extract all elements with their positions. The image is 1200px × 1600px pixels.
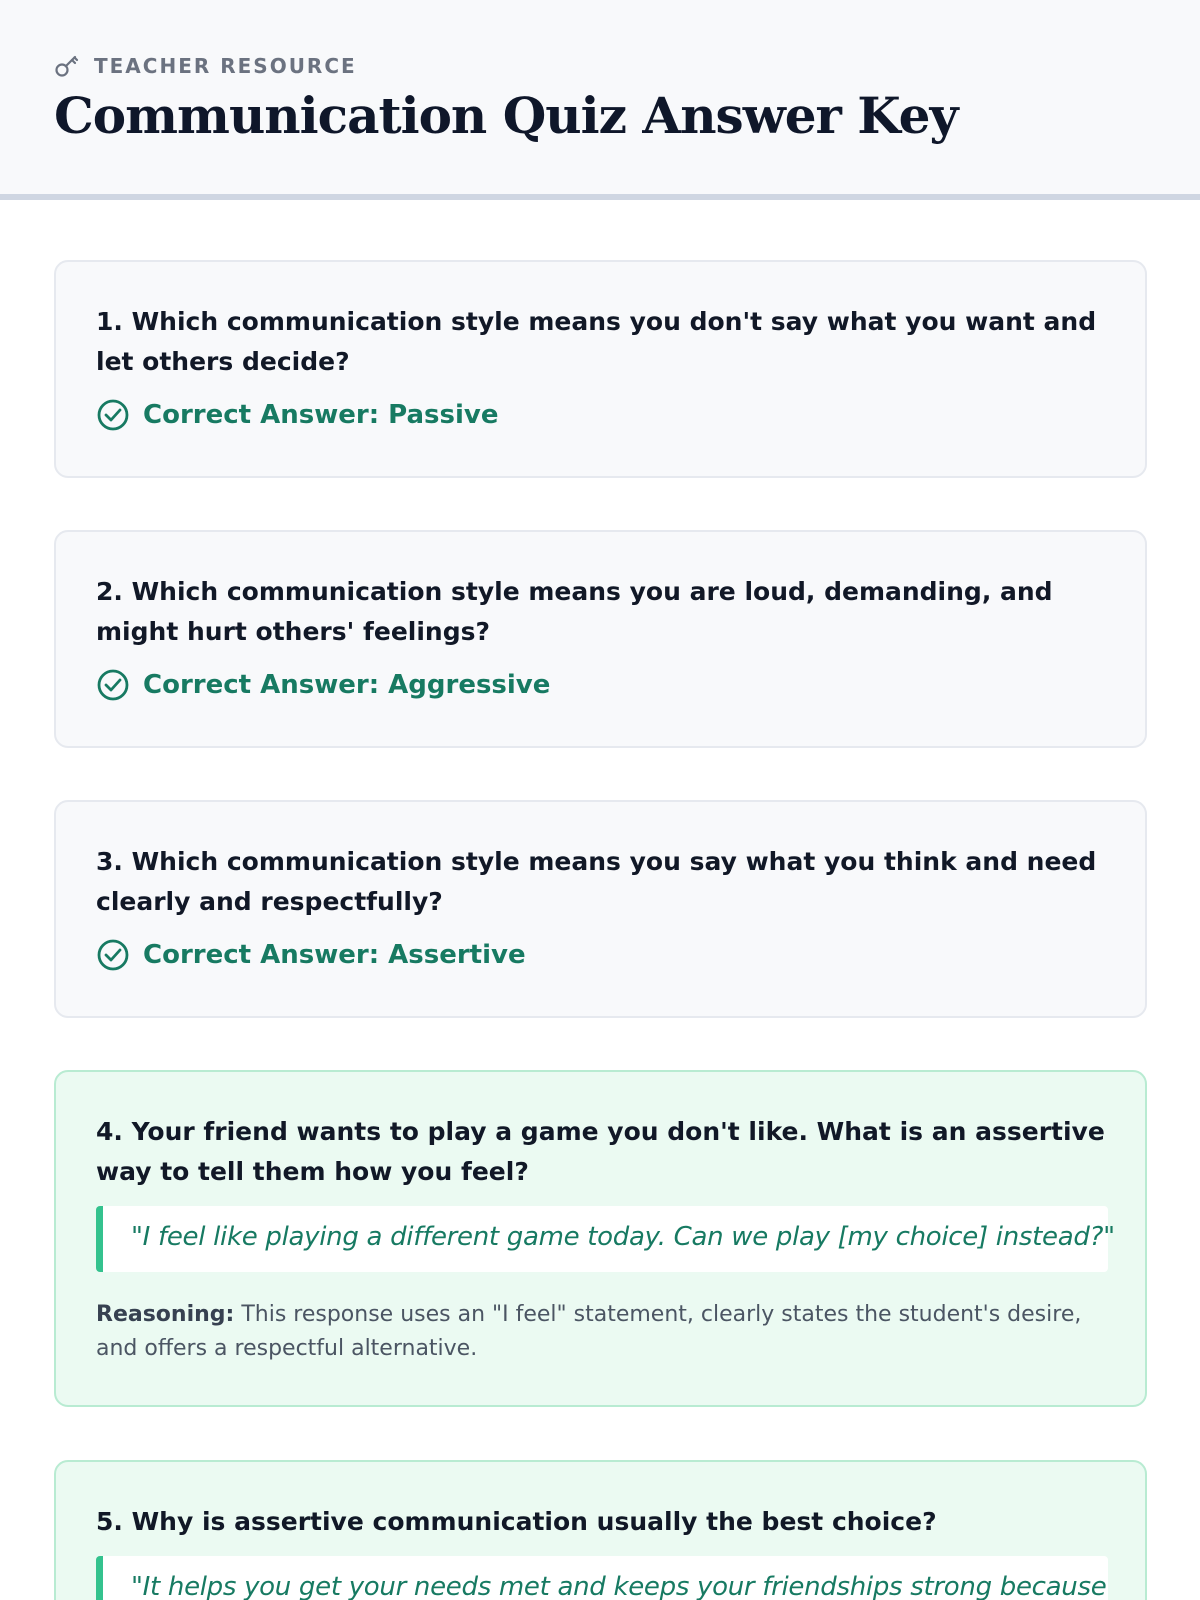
sample-response <box>96 1556 1108 1600</box>
reasoning <box>96 1298 1096 1366</box>
reasoning-text: This response uses an "I feel" statement, clearly states the student's desire, and offers a respectful alternative. <box>96 1302 1082 1361</box>
question-text: 1. Which communication style means you don't say what you want and let others decide? <box>96 307 1097 376</box>
sample-response-text: "It helps you get your needs met and keeps your friendships strong because <box>131 1572 1107 1600</box>
correct-answer-label: Correct Answer: Aggressive <box>143 670 551 700</box>
question-card-4 <box>54 1070 1147 1407</box>
correct-answer-label: Correct Answer: Passive <box>143 400 499 430</box>
check-circle-icon <box>96 938 130 972</box>
question-text: 5. Why is assertive communication usually the best choice? <box>96 1507 937 1536</box>
question-text: 3. Which communication style means you say what you think and need clearly and respectfully? <box>96 847 1097 916</box>
question-card-3 <box>54 800 1147 1018</box>
page-title: Communication Quiz Answer Key <box>54 86 958 145</box>
reasoning-label: Reasoning: <box>96 1302 235 1327</box>
correct-answer <box>96 668 550 702</box>
sample-response-text: "I feel like playing a different game today. Can we play [my choice] instead?" <box>131 1222 1115 1252</box>
question-text: 4. Your friend wants to play a game you don't like. What is an assertive way to tell them how you feel? <box>96 1117 1105 1186</box>
eyebrow-label: TEACHER RESOURCE <box>94 54 357 78</box>
sample-response <box>96 1206 1115 1272</box>
key-icon <box>54 53 80 79</box>
correct-answer <box>96 398 499 432</box>
check-circle-icon <box>96 398 130 432</box>
resource-eyebrow <box>54 53 357 79</box>
correct-answer-label: Correct Answer: Assertive <box>143 940 526 970</box>
page-header <box>0 0 1200 200</box>
correct-answer <box>96 938 526 972</box>
question-card-2 <box>54 530 1147 748</box>
question-text: 2. Which communication style means you are loud, demanding, and might hurt others' feelings? <box>96 577 1053 646</box>
question-card-1 <box>54 260 1147 478</box>
check-circle-icon <box>96 668 130 702</box>
question-card-5 <box>54 1460 1147 1600</box>
